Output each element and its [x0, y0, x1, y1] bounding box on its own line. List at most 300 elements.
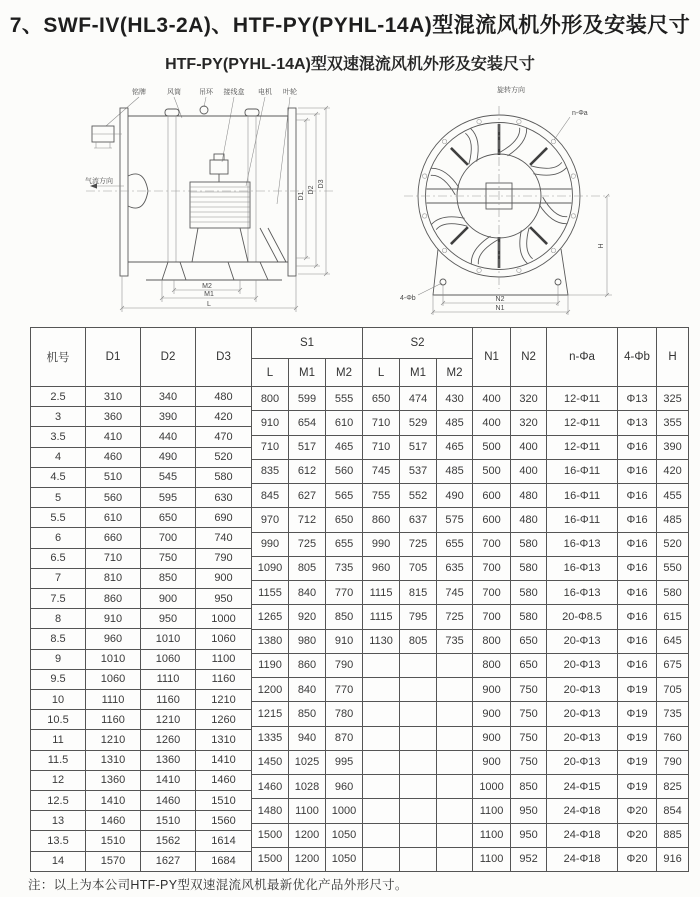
table-cell: 1460 — [86, 811, 141, 831]
table-cell — [437, 775, 473, 799]
table-cell: 800 — [252, 387, 289, 411]
table-cell: 795 — [400, 605, 437, 629]
dim-label-n2: N2 — [495, 296, 505, 303]
table-cell: 550 — [657, 556, 689, 580]
col-header-4b: 4-Φb — [618, 328, 657, 387]
table-cell: 745 — [437, 581, 473, 605]
table-cell: 8 — [31, 609, 86, 629]
table-cell: 770 — [326, 581, 363, 605]
table-cell: Φ19 — [618, 775, 657, 799]
table-cell: 555 — [326, 387, 363, 411]
table-cell: 810 — [86, 568, 141, 588]
table-cell: 465 — [326, 435, 363, 459]
table-cell: Φ20 — [618, 847, 657, 871]
table-cell: 950 — [511, 799, 547, 823]
table-cell: 615 — [657, 605, 689, 629]
table-row — [31, 770, 252, 790]
table-cell: 790 — [326, 653, 363, 677]
table-cell: 325 — [657, 387, 689, 411]
mounting-feet — [146, 262, 282, 280]
table-cell: 805 — [289, 556, 326, 580]
table-cell: 900 — [196, 568, 252, 588]
dimension-table-right — [251, 327, 689, 872]
table-cell: 1160 — [141, 690, 196, 710]
table-cell: 650 — [363, 387, 400, 411]
table-cell: Φ16 — [618, 629, 657, 653]
table-row — [252, 387, 689, 411]
table-cell: 580 — [511, 581, 547, 605]
table-cell: 480 — [511, 484, 547, 508]
dimension-table — [30, 327, 689, 872]
table-cell — [363, 823, 400, 847]
table-cell: 12-Φ11 — [547, 435, 618, 459]
table-cell: 690 — [196, 508, 252, 528]
table-cell: 770 — [326, 678, 363, 702]
table-cell: 735 — [657, 702, 689, 726]
table-cell: 1100 — [196, 649, 252, 669]
table-cell: Φ20 — [618, 823, 657, 847]
impeller-support — [260, 228, 286, 262]
motor — [190, 182, 250, 262]
table-cell: 13.5 — [31, 831, 86, 851]
part-label-nameplate: 铭牌 — [132, 89, 146, 96]
table-cell: 390 — [657, 435, 689, 459]
table-cell: 1310 — [86, 750, 141, 770]
table-row — [31, 427, 252, 447]
table-row — [31, 447, 252, 467]
table-cell: 1360 — [86, 770, 141, 790]
table-row — [252, 532, 689, 556]
lifting-ring-icon — [200, 106, 208, 114]
table-cell: 1110 — [86, 690, 141, 710]
table-cell: 750 — [511, 678, 547, 702]
table-cell: 1100 — [473, 823, 511, 847]
table-cell: 870 — [326, 726, 363, 750]
table-cell: 790 — [657, 750, 689, 774]
table-cell: 916 — [657, 847, 689, 871]
table-cell: 580 — [511, 532, 547, 556]
table-cell: 850 — [289, 702, 326, 726]
table-cell: 1100 — [289, 799, 326, 823]
table-cell: 790 — [196, 548, 252, 568]
col-header-s1-l: L — [252, 359, 289, 387]
table-row — [252, 435, 689, 459]
table-row — [252, 750, 689, 774]
table-cell: 700 — [141, 528, 196, 548]
table-cell: 950 — [511, 823, 547, 847]
table-cell: 1110 — [141, 669, 196, 689]
table-cell: 11 — [31, 730, 86, 750]
table-cell: 420 — [657, 459, 689, 483]
table-cell: 24-Φ18 — [547, 823, 618, 847]
table-cell: 575 — [437, 508, 473, 532]
table-cell: 600 — [473, 484, 511, 508]
drawings-area — [0, 84, 700, 320]
table-cell: 580 — [511, 556, 547, 580]
table-row — [31, 710, 252, 730]
table-cell — [400, 750, 437, 774]
table-cell: 635 — [437, 556, 473, 580]
table-cell: 1684 — [196, 851, 252, 871]
table-cell: 1000 — [326, 799, 363, 823]
table-cell: 20-Φ13 — [547, 726, 618, 750]
table-cell: 710 — [363, 435, 400, 459]
table-cell: 410 — [86, 427, 141, 447]
table-cell: 850 — [326, 605, 363, 629]
table-cell: 16-Φ11 — [547, 459, 618, 483]
table-cell: 500 — [473, 459, 511, 483]
table-cell: 5 — [31, 488, 86, 508]
table-cell: 650 — [511, 629, 547, 653]
table-row — [31, 629, 252, 649]
dim-label-n1: N1 — [495, 305, 505, 312]
table-cell: 1335 — [252, 726, 289, 750]
table-cell — [437, 799, 473, 823]
airflow-direction — [85, 176, 124, 189]
table-cell — [363, 726, 400, 750]
dim-label-h: H — [598, 243, 605, 249]
table-cell: 1190 — [252, 653, 289, 677]
table-cell: 400 — [473, 411, 511, 435]
table-cell: 750 — [141, 548, 196, 568]
table-cell: 840 — [289, 581, 326, 605]
table-cell: Φ16 — [618, 556, 657, 580]
table-cell: 5.5 — [31, 508, 86, 528]
table-cell: Φ16 — [618, 435, 657, 459]
table-cell: 7 — [31, 568, 86, 588]
dim-label-m1: M1 — [204, 291, 214, 298]
table-cell: Φ19 — [618, 750, 657, 774]
table-cell: 1200 — [289, 847, 326, 871]
table-row — [252, 653, 689, 677]
col-group-s2: S2 — [363, 328, 473, 359]
table-row — [252, 775, 689, 799]
table-cell: 4.5 — [31, 467, 86, 487]
table-cell: 1010 — [86, 649, 141, 669]
table-cell: 6.5 — [31, 548, 86, 568]
table-cell: 1380 — [252, 629, 289, 653]
dim-label-d1: D1 — [298, 191, 305, 201]
table-cell: 1480 — [252, 799, 289, 823]
col-header-n2: N2 — [511, 328, 547, 387]
table-cell: 1155 — [252, 581, 289, 605]
table-cell: 705 — [657, 678, 689, 702]
table-row — [31, 407, 252, 427]
table-cell: 490 — [141, 447, 196, 467]
base-holes-label: 4-Φb — [400, 295, 416, 302]
table-cell: 355 — [657, 411, 689, 435]
table-cell: 725 — [437, 605, 473, 629]
table-row — [252, 823, 689, 847]
table-cell: 960 — [326, 775, 363, 799]
table-cell: 565 — [326, 484, 363, 508]
table-cell: 1060 — [141, 649, 196, 669]
table-cell: 850 — [511, 775, 547, 799]
page-subtitle: HTF-PY(PYHL-14A)型双速混流风机外形及安装尺寸 — [165, 56, 535, 73]
table-cell: 599 — [289, 387, 326, 411]
rotation-direction-label: 旋转方向 — [497, 87, 525, 94]
table-cell: 10.5 — [31, 710, 86, 730]
table-cell: 750 — [511, 750, 547, 774]
table-cell: 1627 — [141, 851, 196, 871]
table-cell: 630 — [196, 488, 252, 508]
table-cell: 627 — [289, 484, 326, 508]
table-row — [31, 730, 252, 750]
table-cell: 10 — [31, 690, 86, 710]
table-cell: 310 — [86, 387, 141, 407]
table-cell: 517 — [289, 435, 326, 459]
table-cell: Φ19 — [618, 726, 657, 750]
dim-label-l: L — [207, 301, 211, 308]
table-cell: 700 — [473, 605, 511, 629]
table-cell: 1050 — [326, 823, 363, 847]
table-cell: 13 — [31, 811, 86, 831]
table-cell: 520 — [657, 532, 689, 556]
table-cell: 840 — [289, 678, 326, 702]
table-cell — [400, 823, 437, 847]
table-cell: Φ16 — [618, 605, 657, 629]
table-cell: 860 — [363, 508, 400, 532]
table-cell: 1460 — [196, 770, 252, 790]
table-cell: 560 — [86, 488, 141, 508]
base-dimensions — [431, 285, 570, 315]
table-cell: 745 — [363, 459, 400, 483]
table-row — [252, 556, 689, 580]
table-cell: 9 — [31, 649, 86, 669]
table-cell — [437, 750, 473, 774]
dimension-table-left — [30, 327, 252, 872]
table-cell: 24-Φ18 — [547, 799, 618, 823]
table-cell: 860 — [289, 653, 326, 677]
table-cell: 1500 — [252, 823, 289, 847]
col-header-s1-m1: M1 — [289, 359, 326, 387]
col-header-n1: N1 — [473, 328, 511, 387]
table-row — [252, 678, 689, 702]
table-cell: Φ16 — [618, 508, 657, 532]
table-cell: 340 — [141, 387, 196, 407]
table-cell: 725 — [400, 532, 437, 556]
table-cell: 760 — [657, 726, 689, 750]
table-cell: 485 — [657, 508, 689, 532]
col-group-s1: S1 — [252, 328, 363, 359]
table-cell: 780 — [326, 702, 363, 726]
table-cell: 910 — [326, 629, 363, 653]
table-cell: 637 — [400, 508, 437, 532]
table-cell: 400 — [473, 387, 511, 411]
table-cell: 560 — [326, 459, 363, 483]
table-cell: Φ16 — [618, 653, 657, 677]
table-cell: 995 — [326, 750, 363, 774]
table-cell: 1260 — [196, 710, 252, 730]
table-cell: 510 — [86, 467, 141, 487]
page-title: 7、SWF-IV(HL3-2A)、HTF-PY(PYHL-14A)型混流风机外形及安装尺寸 — [9, 14, 691, 37]
table-cell: 1200 — [252, 678, 289, 702]
table-cell: 1460 — [141, 791, 196, 811]
table-cell: 1560 — [196, 811, 252, 831]
table-cell: 660 — [86, 528, 141, 548]
table-cell — [400, 775, 437, 799]
table-cell: 1410 — [196, 750, 252, 770]
table-cell: 7.5 — [31, 589, 86, 609]
table-row — [252, 799, 689, 823]
part-label-lifting-ring: 吊环 — [199, 89, 213, 96]
table-cell: Φ20 — [618, 799, 657, 823]
part-labels — [106, 87, 297, 204]
table-cell: 854 — [657, 799, 689, 823]
base-holes-callout — [400, 283, 442, 302]
table-cell: 940 — [289, 726, 326, 750]
dim-label-m2: M2 — [202, 283, 212, 290]
table-cell: 805 — [400, 629, 437, 653]
table-row — [31, 831, 252, 851]
junction-box — [210, 154, 228, 182]
table-cell: 490 — [437, 484, 473, 508]
table-row — [31, 791, 252, 811]
table-cell: 580 — [196, 467, 252, 487]
table-cell: 650 — [326, 508, 363, 532]
table-cell: 1510 — [86, 831, 141, 851]
table-row — [31, 811, 252, 831]
table-cell: 12 — [31, 770, 86, 790]
table-cell: 1410 — [86, 791, 141, 811]
table-cell: 1210 — [86, 730, 141, 750]
table-cell: 24-Φ15 — [547, 775, 618, 799]
table-cell: 1025 — [289, 750, 326, 774]
table-cell: Φ19 — [618, 678, 657, 702]
table-cell: 20-Φ13 — [547, 678, 618, 702]
table-cell: 1510 — [141, 811, 196, 831]
table-cell — [437, 823, 473, 847]
table-row — [31, 589, 252, 609]
table-cell — [437, 702, 473, 726]
table-cell: 755 — [363, 484, 400, 508]
table-cell: 552 — [400, 484, 437, 508]
table-cell: 1210 — [196, 690, 252, 710]
table-row — [252, 702, 689, 726]
table-cell — [363, 847, 400, 871]
table-cell: 1100 — [473, 847, 511, 871]
table-cell — [400, 653, 437, 677]
dim-label-d3: D3 — [318, 179, 325, 189]
table-cell: 612 — [289, 459, 326, 483]
table-cell: 990 — [252, 532, 289, 556]
table-cell: 650 — [511, 653, 547, 677]
part-label-casing: 风筒 — [167, 89, 181, 96]
table-cell — [400, 726, 437, 750]
table-cell: 710 — [86, 548, 141, 568]
table-cell: 1160 — [196, 669, 252, 689]
table-cell: 655 — [326, 532, 363, 556]
footnote: 注：以上为本公司HTF-PY型双速混流风机最新优化产品外形尺寸。 — [28, 878, 408, 892]
table-row — [252, 484, 689, 508]
table-cell: 900 — [473, 750, 511, 774]
table-cell — [363, 678, 400, 702]
table-row — [31, 548, 252, 568]
table-cell: 800 — [473, 629, 511, 653]
table-cell: 1160 — [86, 710, 141, 730]
table-cell: 1500 — [252, 847, 289, 871]
table-cell: 480 — [196, 387, 252, 407]
table-cell: 960 — [363, 556, 400, 580]
table-cell: 320 — [511, 411, 547, 435]
table-cell: 1310 — [196, 730, 252, 750]
length-dimensions — [120, 276, 298, 312]
table-cell: 440 — [141, 427, 196, 447]
table-cell: 470 — [196, 427, 252, 447]
dim-label-d2: D2 — [308, 185, 315, 195]
table-cell: 1115 — [363, 605, 400, 629]
table-cell: 8.5 — [31, 629, 86, 649]
table-row — [31, 851, 252, 871]
table-cell: 700 — [473, 556, 511, 580]
table-cell: 600 — [473, 508, 511, 532]
table-cell — [437, 678, 473, 702]
table-cell: 320 — [511, 387, 547, 411]
airflow-label: 气流方向 — [85, 178, 113, 185]
table-cell: 1460 — [252, 775, 289, 799]
table-cell: 545 — [141, 467, 196, 487]
table-cell: 12-Φ11 — [547, 387, 618, 411]
table-cell: 1060 — [86, 669, 141, 689]
table-row — [31, 467, 252, 487]
table-cell: 480 — [511, 508, 547, 532]
table-cell: 845 — [252, 484, 289, 508]
table-cell: 950 — [196, 589, 252, 609]
table-cell: 2.5 — [31, 387, 86, 407]
table-cell: 1010 — [141, 629, 196, 649]
col-header-d3: D3 — [196, 328, 252, 387]
table-cell — [400, 847, 437, 871]
table-cell: 645 — [657, 629, 689, 653]
table-row — [31, 669, 252, 689]
table-cell — [363, 702, 400, 726]
col-header-d2: D2 — [141, 328, 196, 387]
table-cell: 700 — [473, 581, 511, 605]
table-cell: 705 — [400, 556, 437, 580]
col-header-s2-l: L — [363, 359, 400, 387]
table-cell: Φ13 — [618, 387, 657, 411]
table-row — [31, 387, 252, 407]
table-cell: 1210 — [141, 710, 196, 730]
table-cell: 970 — [252, 508, 289, 532]
flange-holes-label: n-Φa — [572, 110, 588, 117]
table-cell: 1265 — [252, 605, 289, 629]
table-cell — [400, 702, 437, 726]
table-cell: Φ16 — [618, 459, 657, 483]
table-cell: 3.5 — [31, 427, 86, 447]
table-cell: 735 — [437, 629, 473, 653]
table-cell: 1028 — [289, 775, 326, 799]
table-cell: 20-Φ13 — [547, 629, 618, 653]
table-cell: 1000 — [473, 775, 511, 799]
table-cell: 900 — [141, 589, 196, 609]
table-cell: Φ13 — [618, 411, 657, 435]
fan-front-view-drawing — [398, 84, 700, 320]
table-cell: 3 — [31, 407, 86, 427]
table-cell: Φ16 — [618, 532, 657, 556]
table-cell: 910 — [252, 411, 289, 435]
table-cell: 815 — [400, 581, 437, 605]
table-cell: 485 — [437, 459, 473, 483]
table-cell: 725 — [289, 532, 326, 556]
table-cell: 800 — [473, 653, 511, 677]
table-cell: 16-Φ13 — [547, 532, 618, 556]
table-cell: 24-Φ18 — [547, 847, 618, 871]
table-cell: 1510 — [196, 791, 252, 811]
table-cell — [363, 750, 400, 774]
table-row — [31, 568, 252, 588]
table-cell: 4 — [31, 447, 86, 467]
